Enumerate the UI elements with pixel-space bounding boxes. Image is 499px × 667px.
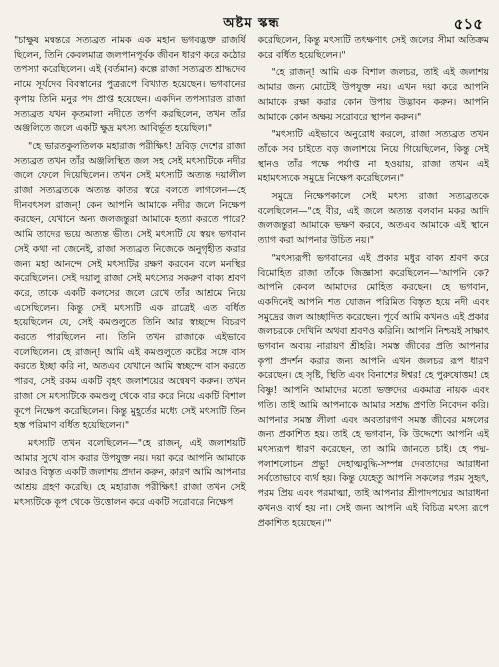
paragraph: "মৎস্যটি এইভাবে অনুরোধ করলে, রাজা সত্যব্রত তখন তাঁকে সব চাইতে বড় জলাশয়ে নিয়ে গিয়েছিলেন, কিন্তু সেই স্থানও তাঁর পক্ষে পর্যাপ্ত না হওয়ায়, রাজা তখন এই মহামৎস্যকে সমুদ্রে নিক্ষেপ করেছিলেন।" (257, 129, 489, 185)
paragraph: করেছিলেন, কিন্তু মৎস্যটি তৎক্ষণাৎ সেই জলের সীমা অতিক্রম করে বর্ধিত হয়েছিলেন।" (257, 35, 489, 61)
paragraph: "হে রাজন্‌! আমি এক বিশাল জলচর, তাই এই জলাশয় আমার জন্য মোটেই উপযুক্ত নয়। এখন দয়া করে আপনি আমাকে রক্ষা করার কোন উপায় উদ্ভাবন করুন। আপনি আমাকে কোন অক্ষয় সরোবরে স্থাপন করুন।" (257, 67, 489, 123)
page-number: ৫১৫ (453, 15, 483, 33)
text-columns (14, 34, 489, 654)
paragraph: "চাক্ষুষ মন্বন্তরে সত্যব্রত নামক এক মহান ভগবদ্ভক্ত রাজর্ষি ছিলেন, তিনি কেবলমাত্র জলপানপূর্বক জীবন ধারণ করে কঠোর তপস্যা করেছিলেন। এই (বর্তমান) কল্পে রাজা সত্যব্রত শ্রাদ্ধদেব নামে সূর্যদেব বিবস্বানের পুত্ররূপে বিখ্যাত হয়েছেন। ভগবানের কৃপায় তিনি মনুর পদ প্রাপ্ত হয়েছেন। একদিন তপস্যারত রাজা সত্যব্রত যখন কৃতমালা নদীতে তর্পণ করছিলেন, তখন তাঁর অঞ্জলিতে জলে একটি ক্ষুদ্র মৎস্য আবির্ভূত হয়েছিল।" (14, 35, 246, 135)
right-column (258, 34, 490, 654)
paragraph: "হে ভারতকুলতিলক মহারাজ পরীক্ষিৎ! দ্রবিড় দেশের রাজা সত্যব্রত তখন তাঁর অঞ্জলিস্থিত জল সহ সেই মৎস্যটিকে নদীর জলে ফেলে দিয়েছিলেন। তখন সেই মৎস্যটি অত্যন্ত দয়ালীল রাজা সত্যব্রতকে অত্যন্ত কাতর স্বরে বলতে লাগলেন—হে দীনবৎসল রাজন্‌! কেন আপনি আমাকে নদীর জলে নিক্ষেপ করছেন, যেখানে অন্য জলজন্তুরা আমাকে হত্যা করতে পারে? আমি তাদের ভয়ে অত্যন্ত ভীত। সেই মৎস্যটি যে স্বয়ং ভগবান সেই কথা না জেনেই, রাজা সত্যব্রত নিজেকে অনুগৃহীত করার জন্য মহা আনন্দে সেই মৎস্যটির রক্ষণ করবেন বলে মনস্থির করেছিলেন। সেই দয়ালু রাজা সেই মৎস্যের সকরুণ বাক্য শ্রবণ করে, তাকে একটি কলসের জলে রেখে তাঁর আশ্রমে নিয়ে এসেছিলেন। কিন্তু সেই মৎস্যটি এক রাত্রেই এত বর্ধিত হয়েছিলেন যে, সেই কমণ্ডলুতে তিনি আর স্বচ্ছন্দে বিচরণ করতে পারছিলেন না। তিনি তখন রাজাকে এইভাবে বলেছিলেন। হে রাজন্‌! আমি এই কমণ্ডলুতে কষ্টের সঙ্গে বাস করতে ইচ্ছা করি না, অতএব যেখানে আমি স্বচ্ছন্দে বাস করতে পারব, সেই রকম একটি বৃহৎ জলাশয়ের অন্বেষণ করুন। তখন রাজা সে মৎস্যটিকে কমণ্ডলু থেকে বার করে নিয়ে একটি বিশাল কূপে নিক্ষেপ করেছিলেন। কিন্তু মুহূর্তের মধ্যে সেই মৎস্যটি তিন হস্ত পরিমাণ বর্ধিত হয়েছিলেন।" (14, 140, 246, 432)
paragraph: "মৎস্যরূপী ভগবানের এই প্রকার মধুর বাক্য শ্রবণ করে বিমোহিত রাজা তাঁকে জিজ্ঞাসা করেছিলেন—'আপনি কে? আপনি কেবল আমাদের মোহিত করছেন। হে ভগবান, একদিনেই আপনি শত যোজন পরিমিত বিস্তৃত হয়ে নদী এবং সমুদ্রের জল আচ্ছাদিত করেছেন। পূর্বে আমি কখনও এই প্রকার জলচরকে দেখিনি অথবা শ্রবণও করিনি। আপনি নিশ্চয়ই সাক্ষাৎ ভগবান অব্যয় নারায়ণ শ্রীহরি। সমস্ত জীবের প্রতি আপনার কৃপা প্রদর্শন করার জন্য আপনি এখন জলচর রূপ ধারণ করেছেন। হে সৃষ্টি, স্থিতি এবং বিনাশের ঈশ্বর! হে পুরুষোত্তম! হে বিষ্ণু! আপনি আমাদের মতো ভক্তদের একমাত্র নায়ক এবং গতি। তাই আমি আপনাকে আমার সশ্রদ্ধ প্রণতি নিবেদন করি। আপনার সমস্ত লীলা এবং অবতারগণ সমস্ত জীবের মঙ্গলের জন্য প্রকাশিত হয়। তাই হে ভগবান, কি উদ্দেশ্যে আপনি এই মৎস্যরূপ ধারণ করেছেন, তা আমি জানতে চাই। হে পদ্ম-পলাশলোচন প্রভু! দেহাত্মবুদ্ধি-সম্পন্ন দেবতাদের আরাধনা সর্বতোভাবে ব্যর্থ হয়। কিন্তু যেহেতু আপনি সকলের পরম সুহৃৎ, পরম প্রিয় এবং পরমাত্মা, তাই আপনার শ্রীপাদপদ্মের আরাধনা কখনও ব্যর্থ হয় না। সেই জন্য আপনি এই বিচিত্র মৎস্য রূপে প্রকাশিত হয়েছেন।'" (257, 252, 489, 529)
chapter-title: অষ্টম স্কন্ধ (223, 16, 280, 31)
paragraph: সমুদ্রে নিক্ষেপকালে সেই মৎস্য রাজা সত্যব্রতকে বলেছিলেন—"হে বীর, এই জলে অত্যন্ত বলবান মকর আদি জলজন্তুরা আমাকে ভক্ষণ করবে, অতএব আমাকে এই স্থানে ত্যাগ করা আপনার উচিত নয়।" (257, 191, 489, 247)
paragraph: মৎস্যটি তখন বলেছিলেন—"হে রাজন্‌, এই জলাশয়টি আমার সুখে বাস করার উপযুক্ত নয়। দয়া করে আপনি আমাকে আরও বিস্তৃত একটি জলাশয় প্রদান করুন, কারণ আমি আপনার আশ্রয় গ্রহণ করেছি। হে মহারাজ পরীক্ষিৎ! রাজা তখন সেই মৎস্যটিকে কূপ থেকে উত্তোলন করে একটি সরোবরে নিক্ষেপ (14, 437, 246, 508)
page-header (14, 12, 489, 34)
left-column (14, 34, 246, 654)
